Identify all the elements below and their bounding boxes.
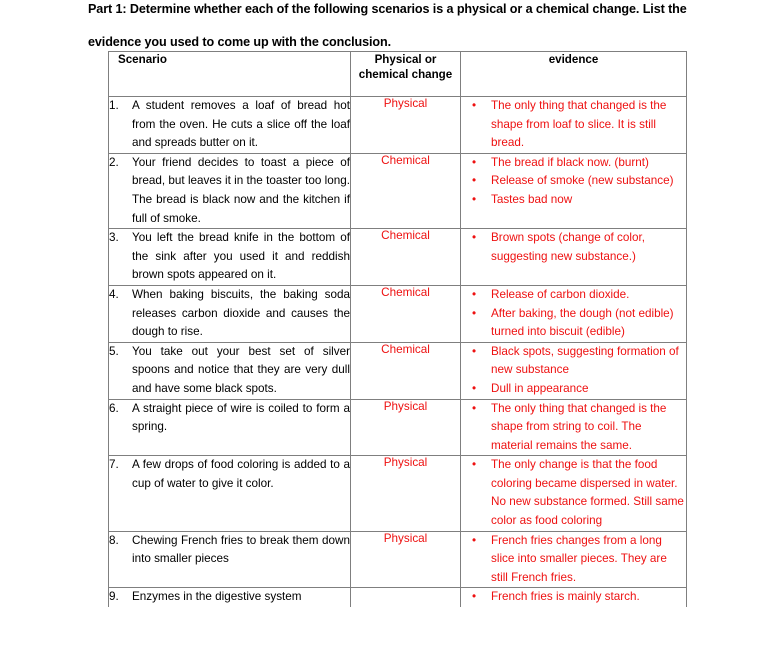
scenario-cell <box>109 229 351 286</box>
scenarios-table <box>108 51 687 607</box>
evidence-list-item <box>461 588 686 607</box>
scenario-cell <box>109 588 351 607</box>
evidence-cell[interactable] <box>461 229 687 286</box>
evidence-list <box>461 532 686 588</box>
evidence-cell[interactable] <box>461 285 687 342</box>
evidence-text: The only thing that changed is the shape from loaf to slice. It is still bread. <box>491 99 667 150</box>
bullet-icon: • <box>472 590 477 604</box>
bullet-icon: • <box>472 192 477 206</box>
table-header-row <box>109 52 687 97</box>
table-row <box>109 399 687 456</box>
evidence-list-item <box>461 532 686 588</box>
evidence-text: After baking, the dough (not edible) turned into biscuit (edible) <box>491 306 674 339</box>
bullet-icon: • <box>472 155 477 169</box>
scenario-text: You take out your best set of silver spoons and notice that they are very dull and have some black spots. <box>132 344 350 395</box>
change-type-cell[interactable]: Physical <box>351 97 461 154</box>
evidence-list-item <box>461 380 686 399</box>
table-body <box>109 97 687 608</box>
evidence-list <box>461 400 686 456</box>
evidence-text: Brown spots (change of color, suggesting new substance.) <box>491 231 645 263</box>
change-type-cell[interactable]: Chemical <box>351 153 461 228</box>
change-type-cell[interactable] <box>351 588 461 607</box>
bullet-icon: • <box>472 344 477 358</box>
evidence-text: The only thing that changed is the shape from string to coil. The material remains the same. <box>491 401 667 452</box>
scenario-number: 9. <box>109 590 119 604</box>
scenario-text: A few drops of food coloring is added to a cup of water to give it color. <box>132 458 350 490</box>
scenario-cell <box>109 456 351 531</box>
scenario-text: Your friend decides to toast a piece of bread, but leaves it in the toaster too long. The bread is black now and the kitchen if full of smoke. <box>132 155 350 225</box>
column-header-change-type-line-1: Physical or <box>374 53 437 66</box>
change-type-cell[interactable]: Physical <box>351 531 461 588</box>
column-header-change-type <box>351 52 461 97</box>
scenario-cell <box>109 97 351 154</box>
bullet-icon: • <box>472 458 477 472</box>
scenario-number: 7. <box>109 458 119 472</box>
bullet-icon: • <box>472 231 477 245</box>
evidence-list <box>461 343 686 399</box>
change-type-cell[interactable]: Chemical <box>351 285 461 342</box>
evidence-text: Release of smoke (new substance) <box>491 174 674 188</box>
table-row <box>109 588 687 607</box>
bullet-icon: • <box>472 381 477 395</box>
bullet-icon: • <box>472 99 477 112</box>
evidence-cell[interactable] <box>461 588 687 607</box>
evidence-cell[interactable] <box>461 456 687 531</box>
scenario-cell <box>109 531 351 588</box>
evidence-list <box>461 229 686 266</box>
page-title-line-1: Part 1: Determine whether each of the following scenarios is a physical or a chemical change. List the <box>88 2 687 16</box>
evidence-cell[interactable] <box>461 399 687 456</box>
scenario-number: 4. <box>109 287 119 301</box>
scenario-text: Enzymes in the digestive system <box>132 590 302 604</box>
scenario-number: 2. <box>109 155 119 169</box>
table-row <box>109 285 687 342</box>
scenario-text: A student removes a loaf of bread hot from the oven. He cuts a slice off the loaf and spreads butter on it. <box>132 99 350 150</box>
change-type-cell[interactable]: Chemical <box>351 342 461 399</box>
evidence-list-item <box>461 286 686 305</box>
evidence-list <box>461 97 686 153</box>
evidence-list-item <box>461 343 686 380</box>
page-title-line-2: evidence you used to come up with the conclusion. <box>88 35 391 49</box>
scenario-cell <box>109 399 351 456</box>
evidence-list <box>461 286 686 342</box>
change-type-cell[interactable]: Physical <box>351 456 461 531</box>
evidence-list-item <box>461 305 686 342</box>
table-row <box>109 97 687 154</box>
scenario-number: 6. <box>109 401 119 415</box>
evidence-text: French fries is mainly starch. <box>491 590 640 604</box>
evidence-cell[interactable] <box>461 342 687 399</box>
table-row <box>109 342 687 399</box>
evidence-text: Dull in appearance <box>491 381 589 395</box>
scenario-number: 3. <box>109 231 119 245</box>
table-row <box>109 229 687 286</box>
change-type-cell[interactable]: Physical <box>351 399 461 456</box>
bullet-icon: • <box>472 306 477 320</box>
scenario-text: You left the bread knife in the bottom of the sink after you used it and reddish brown spots appeared on it. <box>132 231 350 282</box>
evidence-text: Release of carbon dioxide. <box>491 287 630 301</box>
bullet-icon: • <box>472 401 477 415</box>
evidence-list-item <box>461 191 686 210</box>
evidence-text: The only change is that the food coloring became dispersed in water. No new substance formed. Still same color as food coloring <box>491 458 684 528</box>
evidence-cell[interactable] <box>461 153 687 228</box>
scenario-text: Chewing French fries to break them down into smaller pieces <box>132 533 350 566</box>
evidence-list-item <box>461 154 686 173</box>
scenario-number: 8. <box>109 533 119 547</box>
table-header <box>109 52 687 97</box>
evidence-list <box>461 154 686 210</box>
evidence-text: Tastes bad now <box>491 192 573 206</box>
evidence-list-item <box>461 172 686 191</box>
evidence-list <box>461 588 686 607</box>
evidence-list-item <box>461 400 686 456</box>
evidence-text: French fries changes from a long slice into smaller pieces. They are still French fries. <box>491 533 667 584</box>
scenario-number: 5. <box>109 344 119 358</box>
scenario-text: When baking biscuits, the baking soda releases carbon dioxide and causes the dough to rise. <box>132 287 350 339</box>
change-type-cell[interactable]: Chemical <box>351 229 461 286</box>
evidence-list-item <box>461 456 686 530</box>
evidence-list <box>461 456 686 530</box>
scenario-cell <box>109 342 351 399</box>
scenario-text: A straight piece of wire is coiled to form a spring. <box>132 401 350 434</box>
bullet-icon: • <box>472 174 477 188</box>
evidence-text: The bread if black now. (burnt) <box>491 155 649 169</box>
evidence-cell[interactable] <box>461 531 687 588</box>
scenario-cell <box>109 153 351 228</box>
table-row <box>109 531 687 588</box>
evidence-text: Black spots, suggesting formation of new substance <box>491 344 679 377</box>
column-header-scenario: Scenario <box>109 52 351 97</box>
evidence-list-item <box>461 97 686 153</box>
scenario-number: 1. <box>109 99 119 112</box>
column-header-evidence: evidence <box>461 52 687 97</box>
evidence-cell[interactable] <box>461 97 687 154</box>
bullet-icon: • <box>472 533 477 547</box>
evidence-list-item <box>461 229 686 266</box>
scenario-cell <box>109 285 351 342</box>
table-row <box>109 153 687 228</box>
column-header-change-type-line-2: chemical change <box>358 68 453 81</box>
bullet-icon: • <box>472 287 477 301</box>
table-row <box>109 456 687 531</box>
scenarios-table-wrapper <box>108 51 686 607</box>
